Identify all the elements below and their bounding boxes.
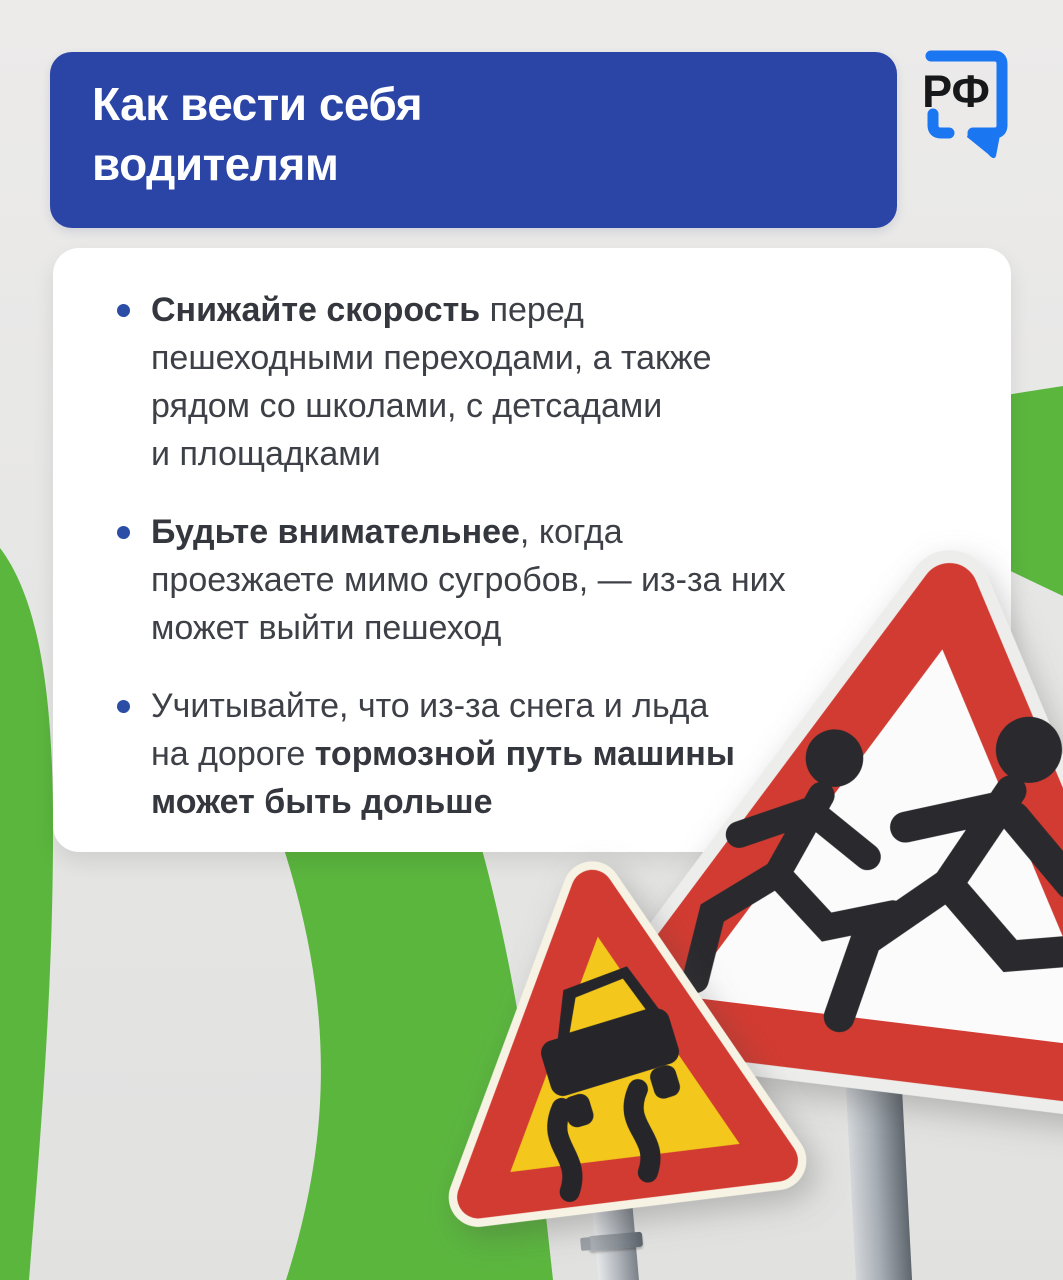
page-title-line1: Как вести себя	[92, 78, 423, 130]
rf-logo	[905, 50, 1009, 162]
bullet-dot	[117, 526, 130, 539]
header	[50, 52, 897, 228]
page-title-line2: водителям	[92, 138, 339, 190]
list-item	[117, 286, 981, 478]
bullet-text: Учитывайте, что из-за снега и льда на дороге тормозной путь машины может быть дольше	[151, 687, 735, 821]
rf-logo-letters: РФ	[922, 66, 990, 117]
page-title	[92, 74, 422, 194]
green-ribbon-left	[0, 548, 53, 1280]
bullet-dot	[117, 304, 130, 317]
slippery-road-sign-icon	[411, 845, 810, 1226]
bullet-text: Будьте внимательнее, когда проезжаете мимо сугробов, — из-за них может выйти пешеход	[151, 513, 786, 647]
bullet-text: Снижайте скорость перед пешеходными переходами, а также рядом со школами, с детсадами и площадками	[151, 291, 712, 473]
bullet-dot	[117, 700, 130, 713]
slippery-road-sign	[411, 845, 810, 1226]
pole-clamp	[588, 1232, 643, 1252]
